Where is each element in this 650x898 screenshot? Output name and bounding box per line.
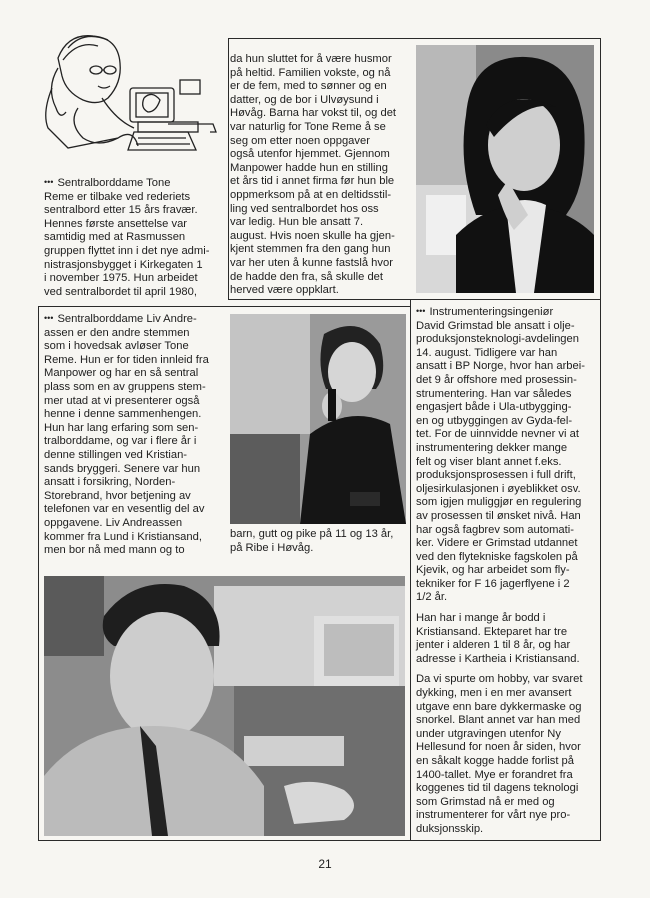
- col3-para3: Da vi spurte om hobby, var svaret dykking, men i en mer avansert utgave enn bare dykkermaske og snorkel. Blant annet var han med under utgravingen utenfor Ny Hellesund for noen år siden, hvor en såkalt kogge hadde forlist på 1400-tallet. Mye er forandret fra koggenes tid til dagens teknologi som Grimstad nå er med og instrumenterer for vårt nye pro- duksjonsskip.: [416, 673, 583, 835]
- col3-para2: Han har i mange år bodd i Kristiansand. Ekteparet har tre jenter i alderen 1 til 8 år, og har adresse i Kartheia i Kristiansand.: [416, 612, 580, 665]
- photo-david-grimstad: [44, 576, 405, 836]
- col1-top-text: [44, 176, 222, 299]
- col3-article: [416, 305, 594, 837]
- col2-mid-text: barn, gutt og pike på 11 og 13 år, på Ribe i Høvåg.: [230, 528, 394, 554]
- page-number: 21: [318, 857, 332, 871]
- col1-mid-body: assen er den andre stemmen som i hovedsak avløser Tone Reme. Hun er for tiden innleid fra Manpower og har en så sentral plass som en av gruppens stem- mer utad at vi presenterer også henne i denne sammenhengen. Hun har lang erfaring som sen- tralborddame, og var i flere år i denne stillingen ved Kristian- sands bryggeri. Senere var hun ansatt i forsikring, Norden- Storebrand, hvor betjening av telefonen var en vesentlig del av oppgavene. Liv Andreassen kommer fra Lund i Kristiansand, men bor nå med mann og to: [44, 326, 209, 557]
- bullet-marker: •••: [416, 306, 426, 316]
- bullet-marker: •••: [44, 313, 54, 323]
- col3-lead: Instrumenteringsingeniør: [429, 306, 554, 318]
- telephone-operator-clipart: [38, 28, 228, 168]
- photo-liv-andreassen: [230, 314, 406, 524]
- col3-para1: [416, 305, 594, 605]
- col1-mid-lead: Sentralborddame Liv Andre-: [57, 313, 197, 325]
- col1-top-lead: Sentralborddame Tone: [57, 177, 171, 189]
- col2-top-text: da hun sluttet for å være husmor på heltid. Familien vokste, og nå er de fem, med to sønner og en datter, og de bor i Ulvøysund i Høvåg. Barna har vokst til, og det var naturlig for Tone Reme å se seg om etter noen oppgaver også utenfor hjemmet. Gjennom Manpower hadde hun en stilling et års tid i annet firma før hun ble oppmerksom på at en deltidsstil- ling ved sentralbordet hos oss var ledig. Hun ble ansatt 7. august. Hvis noen skulle ha gjen- kjent stemmen fra den gang hun var her uten å kunne fastslå hvor de hadde den fra, så skulle det herved være oppklart.: [230, 53, 397, 297]
- bullet-marker: •••: [44, 177, 54, 187]
- col1-top-body: Reme er tilbake ved rederiets sentralbord etter 15 års fravær. Hennes første ansettelse var samtidig med at Rasmussen gruppen flyttet inn i det nye admi- nistrasjonsbygget i Kirkegaten 1 i november 1975. Hun arbeidet ved sentralbordet til april 1980,: [44, 190, 210, 298]
- photo-tone-reme: [416, 45, 594, 293]
- col3-para1-body: David Grimstad ble ansatt i olje- produksjonsteknologi-avdelingen 14. august. Tidligere var han ansatt i BP Norge, hvor han arbei- det 9 år offshore med prosessin- strumentering. Han var således engasjert både i Ula-utbygging- en og utbyggingen av Gyda-fel- tet. For de uinnvidde nevner vi at instrumentering dekker mange felt og viser blant annet f.eks. produksjonsprosessen i full drift, oljesirkulasjonen i øyeblikket osv. som igjen muliggjør en regulering av prosessen til ønsket nivå. Han har også fagbrev som automati- ker. Videre er Grimstad utdannet ved den flytekniske fagskolen på Kjevik, og har arbeidet som fly- tekniker for F 16 jagerflyene i 2 1/2 år.: [416, 319, 585, 604]
- col1-mid-text: [44, 312, 222, 558]
